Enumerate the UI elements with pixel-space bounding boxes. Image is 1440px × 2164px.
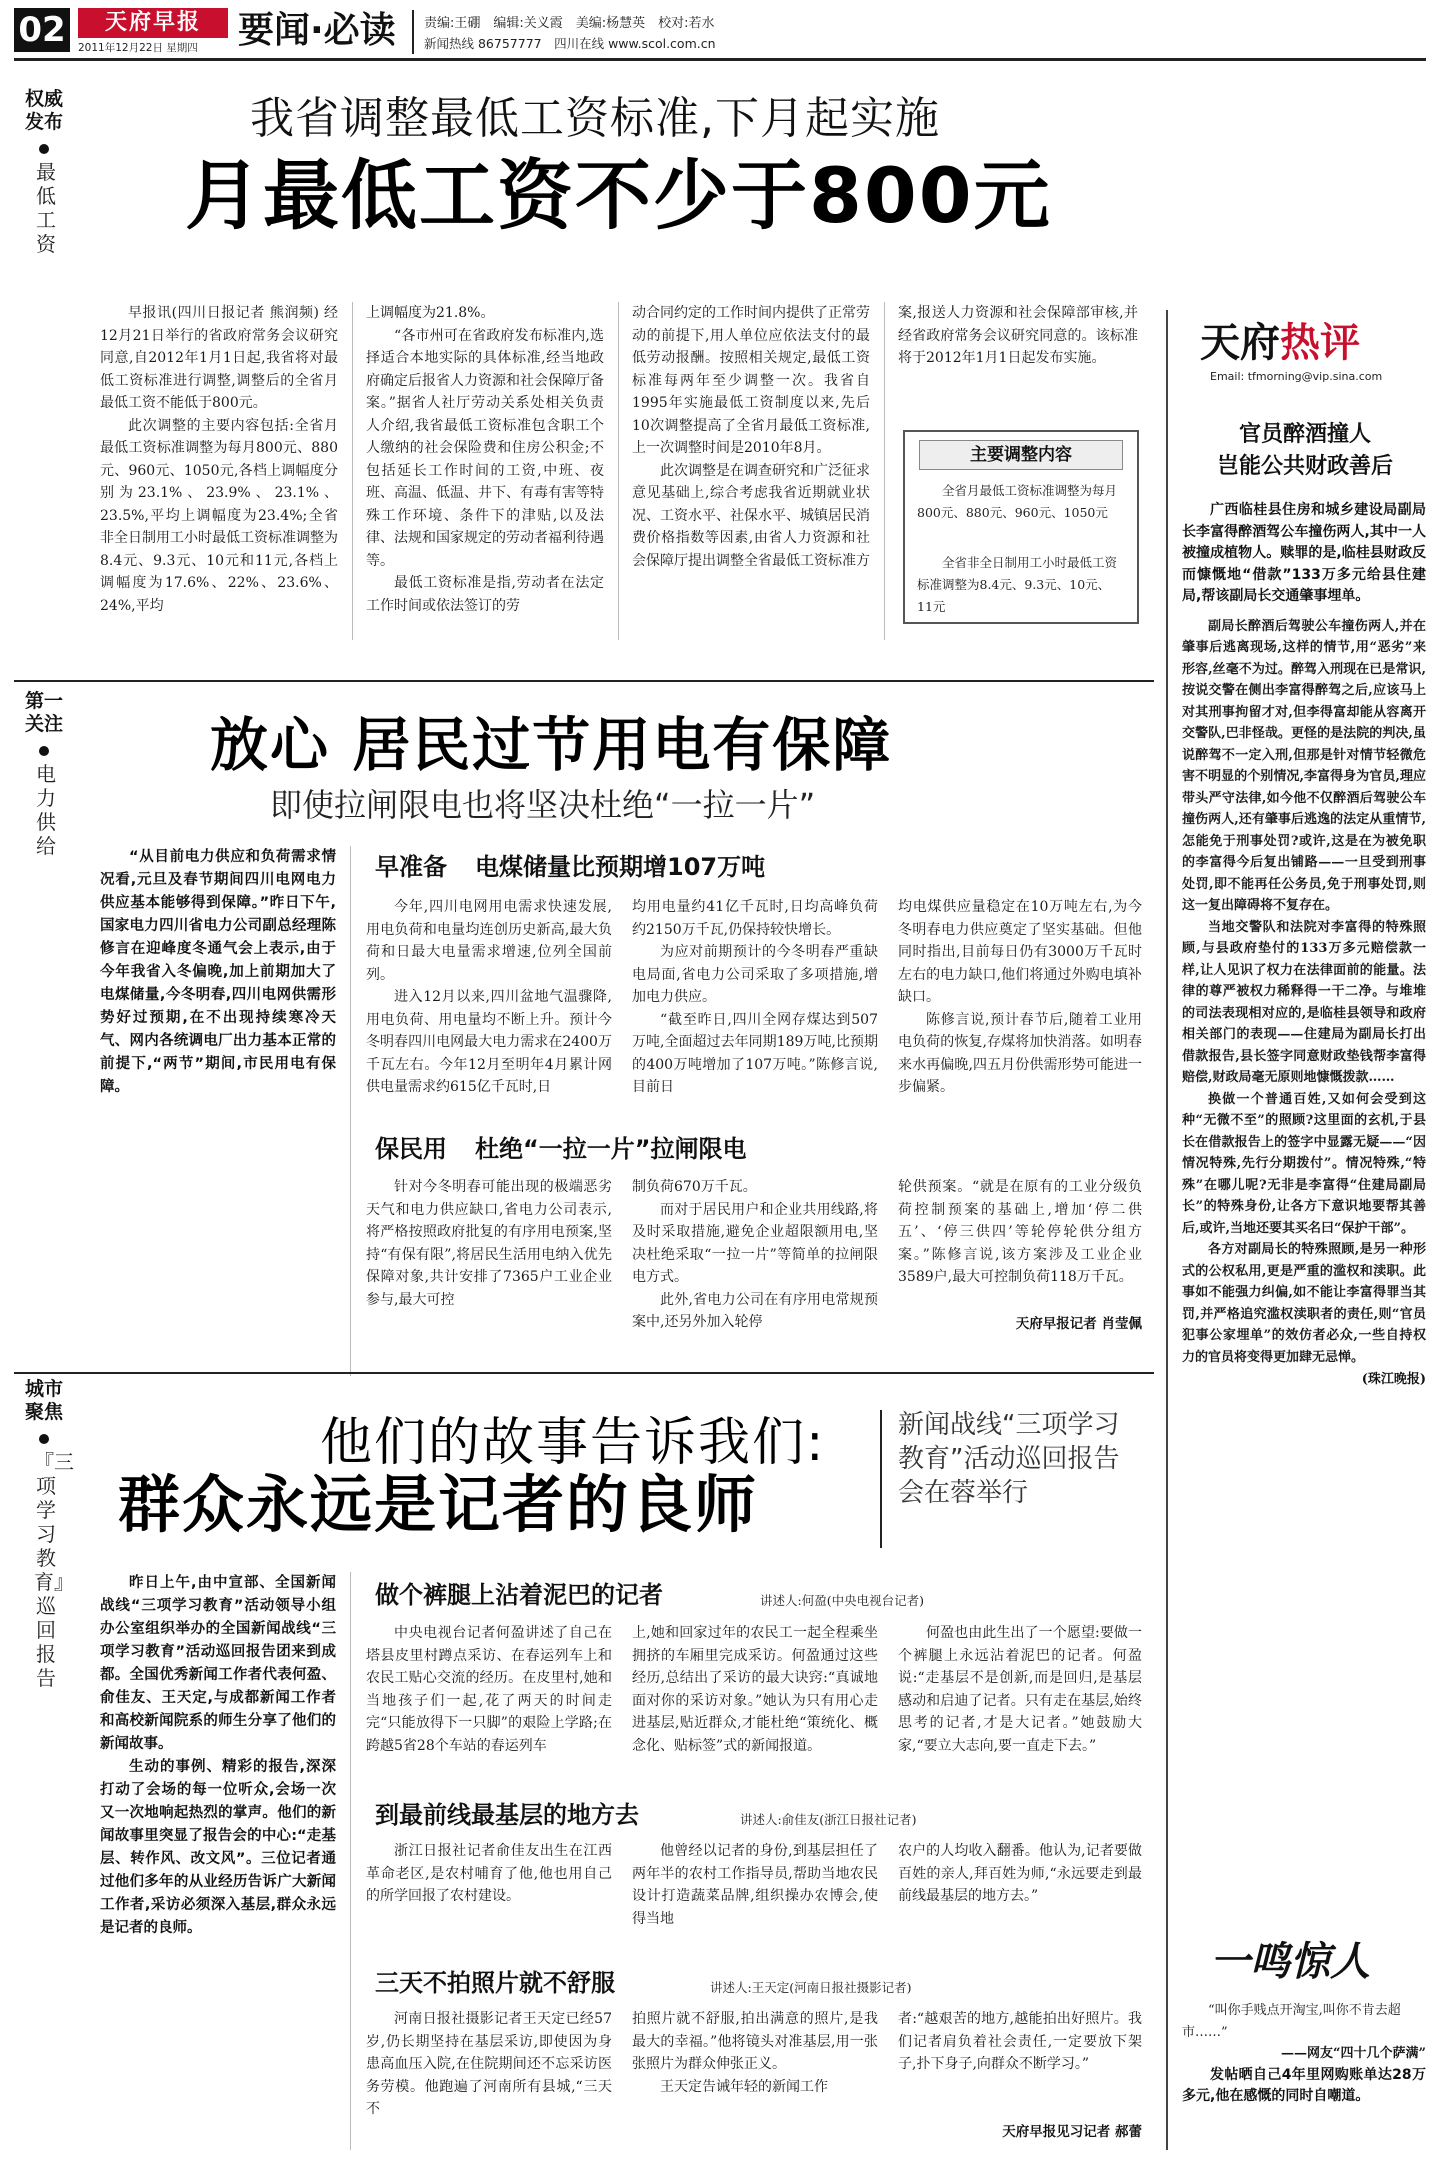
article3-paragraph: 上,她和回家过年的农民工一起全程乘坐拥挤的车厢里完成采访。何盈通过这些经历,总结出了采访的最大诀窍:“真诚地面对你的采访对象。”她认为只有用心走进基层,贴近群众,才能杜绝“策统化、概念化、贴标签”式的新闻报道。 [632, 1625, 878, 1754]
article3-paragraph: 河南日报社摄影记者王天定已经57岁,仍长期坚持在基层采访,即使因为身患高血压入院,在住院期间还不忘采访医务劳模。他跑遍了河南所有县城,“三天不 [366, 2011, 612, 2117]
right-column-divider [1166, 310, 1168, 2150]
article2-s2-col2 [632, 1176, 878, 1334]
article3-paragraph: 他曾经以记者的身份,到基层担任了两年半的农村工作指导员,帮助当地农民设计打造蔬菜品牌,组织操办农博会,使得当地 [632, 1843, 878, 1927]
tag-bullet [39, 746, 49, 756]
commentary-source: (珠江晚报) [1361, 1372, 1426, 1387]
section-title: 要闻·必读 [238, 10, 396, 51]
commentary-email: Email: tfmorning@vip.sina.com [1210, 370, 1383, 383]
article3-paragraph: 农户的人均收入翻番。他认为,记者要做百姓的亲人,拜百姓为师,“永远要走到最前线最基层的地方去。” [898, 1843, 1142, 1904]
key-adjustments-box [903, 430, 1139, 624]
article3-paragraph: 浙江日报社记者俞佳友出生在江西革命老区,是农村哺育了他,他也用自己的所学回报了农村建设。 [366, 1843, 612, 1904]
commentary-body [1182, 500, 1426, 1387]
subhead-title: 杜绝“一拉一片”拉闸限电 [475, 1135, 747, 1163]
article1-kicker: 我省调整最低工资标准,下月起实施 [250, 93, 940, 144]
article1-col4 [898, 302, 1138, 370]
article3-event: 新闻战线“三项学习教育”活动巡回报告会在蓉举行 [898, 1410, 1120, 1508]
column-rule [350, 846, 351, 1376]
article3-subhead-3: 三天不拍照片就不舒服 [375, 1969, 615, 1997]
page-number: 02 [14, 8, 70, 52]
article2-paragraph: 均用电量约41亿千瓦时,日均高峰负荷约2150万千瓦,仍保持较快增长。 [632, 899, 878, 938]
article2-paragraph: “截至昨日,四川全网存煤达到507万吨,全面超过去年同期189万吨,比预期的400万吨增加了107万吨。”陈修言说,目前日 [632, 1011, 878, 1095]
column-rule [350, 1572, 351, 2150]
column-rule [618, 302, 619, 640]
narrator-1: 讲述人:何盈(中央电视台记者) [760, 1593, 924, 1608]
yiming-logo: 一鸣惊人 [1210, 1938, 1370, 1985]
article3-headline-2: 群众永远是记者的良师 [118, 1468, 759, 1541]
article1-paragraph: 上调幅度为21.8%。 [366, 305, 495, 321]
commentary-paragraph: 当地交警队和法院对李富得的特殊照顾,与县政府垫付的133万多元赔偿款一样,让人见识了权力在法律面前的能量。法律的尊严被权力稀释得一干二净。与堆堆的司法表现相对应的,是临桂县领导和政府相关部门的表现——住建局为副局长打出借款报告,县长签字同意财政垫钱帮李富得赔偿,财政局毫无原则地慷慨拨款…… [1182, 919, 1426, 1085]
column-rule [352, 302, 353, 640]
section-tag-focus: 第一关注 [24, 690, 63, 735]
article2-paragraph: 轮供预案。“就是在原有的工业分级负荷控制预案的基础上,增加‘停二供五’、‘停三供四’等轮停轮供分组方案。”陈修言说,该方案涉及工业企业3589户,最大可控制负荷118万千瓦。 [898, 1179, 1142, 1285]
narrator-3: 讲述人:王天定(河南日报社摄影记者) [710, 1980, 912, 1995]
commentary-title-1: 官员醉酒撞人 [1238, 422, 1371, 447]
commentary-paragraph: 换做一个普通百姓,又如何会受到这种“无微不至”的照顾?这里面的玄机,于县长在借款报告上的签字中显露无疑——“因情况特殊,先行分期拨付”。情况特殊,“特殊”在哪儿呢?无非是李富得“住建局副局长”的特殊身份,让各方下意识地要帮其善后,或许,当地还要其买名曰“保护干部”。 [1182, 1091, 1426, 1236]
article1-paragraph: 案,报送人力资源和社会保障部审核,并经省政府常务会议研究同意的。该标准将于2012年1月1日起发布实施。 [898, 305, 1138, 366]
article3-paragraph: 中央电视台记者何盈讲述了自己在塔县皮里村蹲点采访、在春运列车上和农民工贴心交流的经历。在皮里村,她和当地孩子们一起,花了两天的时间走完“只能放得下一只脚”的艰险上学路;在跨越5省28个车站的春运列车 [366, 1625, 612, 1754]
article3-lead-text: 昨日上午,由中宣部、全国新闻战线“三项学习教育”活动领导小组办公室组织举办的全国新闻战线“三项学习教育”活动巡回报告团来到成都。全国优秀新闻工作者代表何盈、俞佳友、王天定,与成都新闻工作者和高校新闻院系的师生分享了他们的新闻故事。 [100, 1575, 336, 1752]
section-tag-city: 城市聚焦 [24, 1378, 63, 1423]
header-rule [14, 58, 1426, 61]
box-title: 主要调整内容 [919, 440, 1123, 470]
article3-subhead-2: 到最前线最基层的地方去 [375, 1801, 639, 1829]
article2-byline: 天府早报记者 肖莹佩 [1015, 1316, 1142, 1332]
article2-subhead-1 [375, 852, 765, 882]
article1-col1 [100, 302, 338, 617]
box-item: 全省月最低工资标准调整为每月800元、880元、960元、1050元 [917, 483, 1118, 520]
quote-source: ——网友“四十几个萨满” [1281, 2046, 1426, 2061]
article2-lead [100, 846, 336, 1099]
article3-t1-col2 [632, 1622, 878, 1757]
article1-paragraph: “各市州可在省政府发布标准内,选择适合本地实际的具体标准,经当地政府确定后报省人力资源和社会保障厅备案。”据省人社厅劳动关系处相关负责人介绍,我省最低工资标准包含职工个人缴纳的社会保险费和住房公积金;不包括延长工作时间的工资,中班、夜班、高温、低温、井下、有毒有害等特殊工作环境、条件下的津贴,以及法律、法规和国家规定的劳动者福利待遇等。 [366, 327, 604, 569]
article2-s1-col2 [632, 896, 878, 1099]
article2-paragraph: 为应对前期预计的今冬明春严重缺电局面,省电力公司采取了多项措施,增加电力供应。 [632, 944, 878, 1005]
article3-t2-col1 [366, 1840, 612, 1908]
issue-date: 2011年12月22日 星期四 [78, 42, 198, 54]
article1-paragraph: 最低工资标准是指,劳动者在法定工作时间或依法签订的劳 [366, 575, 604, 614]
article3-t1-col1 [366, 1622, 612, 1757]
article1-col2 [366, 302, 604, 617]
article3-subhead-1: 做个裤腿上沾着泥巴的记者 [375, 1581, 663, 1609]
tag-topic-min-wage: 最低工资 [36, 160, 56, 256]
headline-divider [880, 1410, 882, 1548]
commentary-paragraph: 各方对副局长的特殊照顾,是另一种形式的公权私用,更是严重的滥权和渎职。此事如不能强力纠偏,如不能让李富得罪当其罚,并严格追究滥权渎职者的责任,则“官员犯事公家埋单”的效仿者必众,一些自持权力的官员将变得更加肆无忌惮。 [1182, 1242, 1426, 1365]
commentary-paragraph: 副局长醉酒后驾驶公车撞伤两人,并在肇事后逃离现场,这样的情节,用“恶劣”来形容,丝毫不为过。醉驾入刑现在已是常识,按说交警在侧出李富得醉驾之后,应该马上对其刑事拘留才对,但李得富却能从容离开交警队,巴非怪哉。更怪的是法院的判决,虽说醉驾不一定入刑,但那是针对情节轻微危害不明显的个别情况,李富得身为官员,理应带头严守法律,如今他不仅醉酒后驾驶公车撞伤两人,还有肇事后逃逸的法定从重情节,怎能免于刑事处罚?或许,这是在为被免职的李富得今后复出铺路——一旦受到刑事处罚,即不能再任公务员,免于刑事处罚,则这一复出障碍将不复存在。 [1182, 618, 1426, 913]
commentary-lead: 广西临桂县住房和城乡建设局副局长李富得醉酒驾公车撞伤两人,其中一人被撞成植物人。赎罪的是,临桂县财政反而慷慨地“借款”133万多元给县住建局,帮该副局长交通肇事埋单。 [1182, 502, 1426, 604]
article2-headline: 放心 居民过节用电有保障 [210, 711, 893, 779]
subhead-title: 电煤储量比预期增107万吨 [475, 853, 766, 881]
header-divider [412, 10, 414, 54]
article2-s1-col3 [898, 896, 1142, 1099]
article3-paragraph: 拍照片就不舒服,拍出满意的照片,是我最大的幸福。”他将镜头对准基层,用一张张照片为群众伸张正义。 [632, 2011, 878, 2072]
newspaper-logo: 天府早报 [78, 8, 228, 38]
tag-bullet [39, 144, 49, 154]
commentary-logo [1200, 320, 1360, 366]
section-rule [14, 680, 1154, 682]
column-rule [884, 302, 885, 640]
article2-s2-col1 [366, 1176, 612, 1311]
article3-t3-col2 [632, 2008, 878, 2098]
subhead-label: 早准备 [375, 853, 447, 881]
article1-paragraph: 此次调整的主要内容包括:全省月最低工资标准调整为每月800元、880元、960元、1050元,各档上调幅度分别为23.1%、23.9%、23.1%、23.5%,平均上调幅度为23.4%;全省非全日制用工小时最低工资标准调整为8.4元、9.3元、10元和11元,各档上调幅度为17.6%、22%、23.6%、24%,平均 [100, 417, 338, 614]
narrator-2: 讲述人:俞佳友(浙江日报社记者) [740, 1812, 917, 1827]
subhead-label: 保民用 [375, 1135, 447, 1163]
article2-paragraph: 制负荷670万千瓦。 [632, 1179, 757, 1195]
article3-lead [100, 1572, 336, 1940]
article3-lead-text: 生动的事例、精彩的报告,深深打动了会场的每一位听众,会场一次又一次地响起热烈的掌声。他们的新闻故事里突显了报告会的中心:“走基层、转作风、改文风”。三位记者通过他们多年的从业经历告诉广大新闻工作者,采访必须深入基层,群众永远是记者的良师。 [100, 1759, 336, 1936]
article2-subhead-2 [375, 1134, 747, 1164]
logo-black-part: 天府 [1200, 320, 1280, 366]
article1-paragraph: 此次调整是在调查研究和广泛征求意见基础上,综合考虑我省近期就业状况、工资水平、社保水平、城镇居民消费价格指数等因素,由省人力资源和社会保障厅提出调整全省最低工资标准方 [632, 462, 870, 569]
article2-paragraph: 此外,省电力公司在有序用电常规预案中,还另外加入轮停 [632, 1291, 878, 1330]
article2-s1-col1 [366, 896, 612, 1099]
article3-byline: 天府早报见习记者 郝蕾 [1002, 2124, 1142, 2140]
article2-lead-text: “从目前电力供应和负荷需求情况看,元旦及春节期间四川电网电力供应基本能够得到保障。”昨日下午,国家电力四川省电力公司副总经理陈修言在迎峰度冬通气会上表示,由于今年我省入冬偏晚,加上前期加大了电煤储量,今冬明春,四川电网供需形势好过预期,在不出现持续寒冷天气、网内各统调电厂出力基本正常的前提下,“两节”期间,市民用电有保障。 [100, 849, 336, 1095]
box-item: 全省非全日制用工小时最低工资标准调整为8.4元、9.3元、10元、11元 [917, 555, 1118, 614]
article1-headline: 月最低工资不少于800元 [185, 151, 1052, 240]
article3-t1-col3 [898, 1622, 1142, 1757]
quote-context: 发帖晒自己4年里网购账单达28万多元,他在感慨的同时自嘲道。 [1182, 2066, 1426, 2104]
article2-paragraph: 陈修言说,预计春节后,随着工业用电负荷的恢复,存煤将加快消落。如明春来水再偏晚,四五月份供需形势可能进一步偏紧。 [898, 1011, 1142, 1095]
quote-text: “叫你手贱点开淘宝,叫你不肯去超市……” [1182, 2003, 1401, 2040]
article2-paragraph: 均电煤供应量稳定在10万吨左右,为今冬明春电力供应奠定了坚实基础。但他同时指出,目前每日仍有3000万千瓦时左右的电力缺口,他们将通过外购电填补缺口。 [898, 899, 1142, 1005]
article1-paragraph: 早报讯(四川日报记者 熊润频) 经12月21日举行的省政府常务会议研究同意,自2012年1月1日起,我省将对最低工资标准进行调整,调整后的全省月最低工资不能低于800元。 [100, 305, 338, 411]
article2-deck: 即使拉闸限电也将坚决杜绝“一拉一片” [270, 786, 816, 824]
news-hotline: 新闻热线 86757777 四川在线 www.scol.com.cn [424, 36, 716, 51]
article2-paragraph: 今年,四川电网用电需求快速发展,用电负荷和电量均连创历史新高,最大负荷和日最大电量需求增速,位列全国前列。 [366, 899, 612, 983]
commentary-title-2: 岂能公共财政善后 [1216, 454, 1393, 479]
article3-paragraph: 者:“越艰苦的地方,越能拍出好照片。我们记者肩负着社会责任,一定要放下架子,扑下身子,向群众不断学习。” [898, 2011, 1142, 2072]
article2-paragraph: 针对今冬明春可能出现的极端恶劣天气和电力供应缺口,省电力公司表示,将严格按照政府批复的有序用电预案,坚持“有保有限”,将居民生活用电纳入优先保障对象,共计安排了7365户工业企业参与,最大可控 [366, 1179, 612, 1308]
logo-red-part: 热评 [1280, 320, 1360, 366]
article3-t2-col2 [632, 1840, 878, 1930]
article3-paragraph: 王天定告诫年轻的新闻工作 [660, 2078, 828, 2095]
yiming-box [1182, 2000, 1426, 2108]
article2-s2-col3 [898, 1176, 1142, 1289]
article3-paragraph: 何盈也由此生出了一个愿望:要做一个裤腿上永远沾着泥巴的记者。何盈说:“走基层不是创新,而是回归,是基层感动和启迪了记者。只有走在基层,始终思考的记者,才是大记者。”她鼓励大家,“要立大志向,要一直走下去。” [898, 1625, 1142, 1754]
article2-paragraph: 而对于居民用户和企业共用线路,将及时采取措施,避免企业超限额用电,坚决杜绝采取“一拉一片”等简单的拉闸限电方式。 [632, 1201, 878, 1285]
article3-t2-col3 [898, 1840, 1142, 1908]
section-rule [14, 1372, 1154, 1374]
article1-paragraph: 动合同约定的工作时间内提供了正常劳动的前提下,用人单位应依法支付的最低劳动报酬。按照相关规定,最低工资标准每两年至少调整一次。我省自1995年实施最低工资制度以来,先后10次调整提高了全省月最低工资标准,上一次调整时间是2010年8月。 [632, 305, 870, 456]
article2-paragraph: 进入12月以来,四川盆地气温骤降,用电负荷、用电量均不断上升。预计今冬明春四川电网最大电力需求在2400万千瓦左右。今年12月至明年4月累计网供电量需求约615亿千瓦时,日 [366, 989, 612, 1095]
section-tag-authority: 权威发布 [24, 88, 63, 133]
article3-t3-col3 [898, 2008, 1142, 2076]
article1-col3 [632, 302, 870, 572]
tag-topic-power: 电力供给 [36, 762, 56, 858]
article3-headline-1: 他们的故事告诉我们: [320, 1413, 826, 1473]
staff-credits: 责编:王硼 编辑:关义霞 美编:杨慧英 校对:若水 [424, 16, 715, 31]
tag-topic-three-learnings: 『三项学习教育』巡回报告 [34, 1450, 74, 1690]
article3-t3-col1 [366, 2008, 612, 2121]
tag-bullet [39, 1434, 49, 1444]
